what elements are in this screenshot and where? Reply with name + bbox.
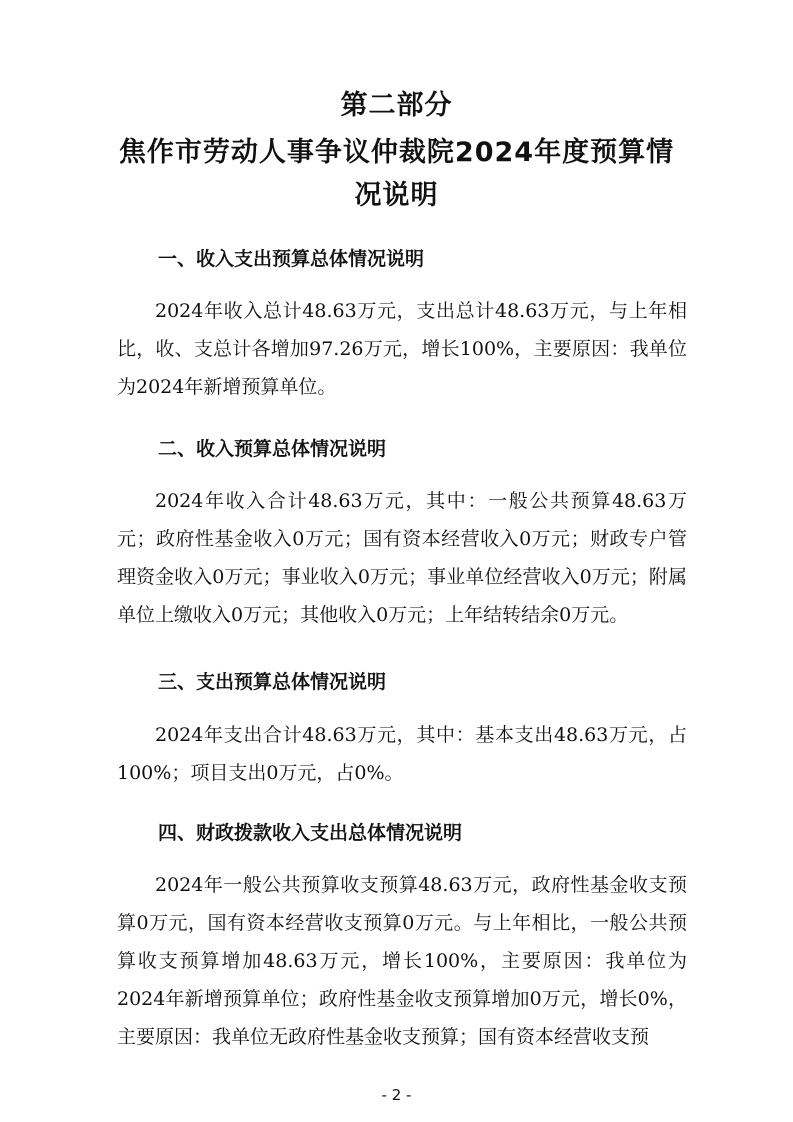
section-heading-2: 二、收入预算总体情况说明 (158, 438, 387, 460)
section-body-2: 2024年收入合计48.63万元，其中：一般公共预算48.63万元；政府性基金收入0万元；国有资本经营收入0万元；财政专户管理资金收入0万元；事业收入0万元；事业单位经营收入0万元；附属单位上缴收入0万元；其他收入0万元；上年结转结余0万元。 (117, 490, 687, 626)
part-title: 第二部分 (340, 90, 453, 121)
document-title-line-2: 况说明 (354, 180, 439, 211)
document-title-line-1: 焦作市劳动人事争议仲裁院2024年度预算情 (118, 137, 675, 168)
page-number: - 2 - (381, 1086, 412, 1104)
section-heading-1: 一、收入支出预算总体情况说明 (158, 248, 425, 270)
section-body-4: 2024年一般公共预算收支预算48.63万元，政府性基金收支预算0万元，国有资本经营收支预算0万元。与上年相比，一般公共预算收支预算增加48.63万元，增长100%，主要原因：我单位为2024年新增预算单位；政府性基金收支预算增加0万元，增长0%，主要原因：我单位无政府性基金收支预算；国有资本经营收支预 (117, 874, 687, 1048)
section-body-3: 2024年支出合计48.63万元，其中：基本支出48.63万元，占100%；项目支出0万元，占0%。 (117, 724, 687, 784)
section-heading-4: 四、财政拨款收入支出总体情况说明 (158, 822, 463, 844)
section-heading-3: 三、支出预算总体情况说明 (158, 671, 387, 693)
section-body-1: 2024年收入总计48.63万元，支出总计48.63万元，与上年相比，收、支总计各增加97.26万元，增长100%，主要原因：我单位为2024年新增预算单位。 (117, 300, 687, 398)
